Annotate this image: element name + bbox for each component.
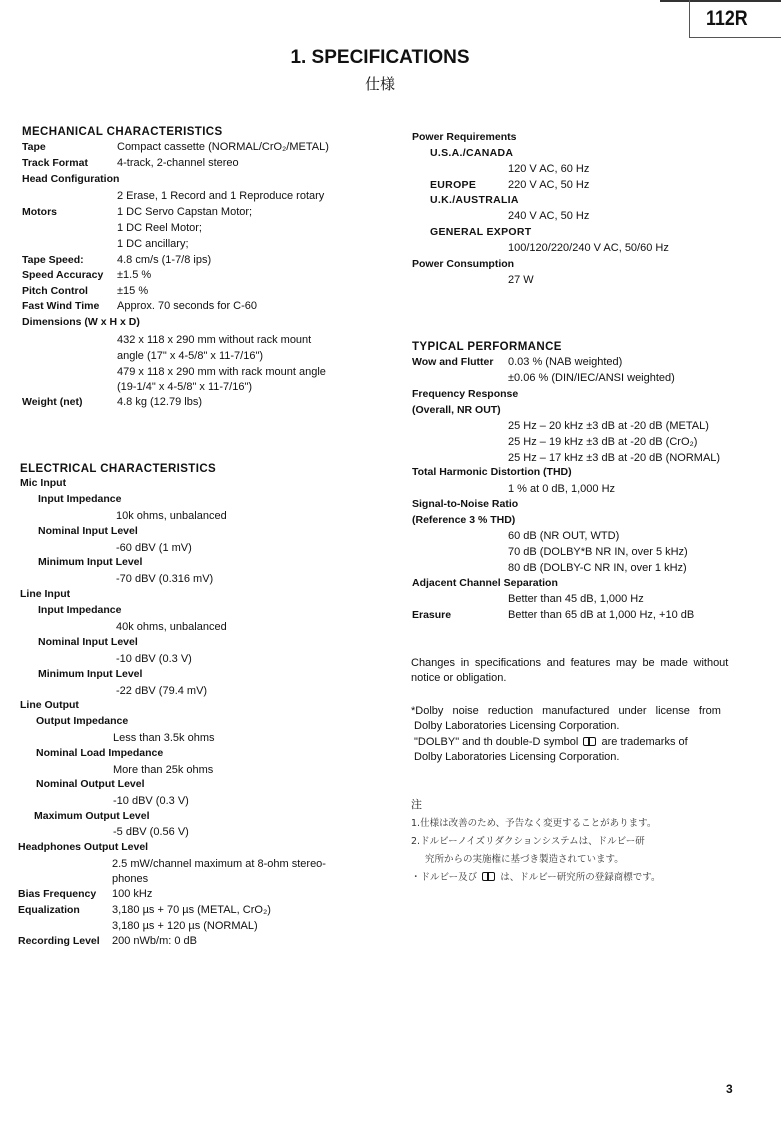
- japanese-line-1: 1.仕様は改善のため、予告なく変更することがあります。: [411, 818, 657, 829]
- motors-label: Motors: [22, 206, 57, 218]
- nominal-output-value: -10 dBV (0.3 V): [113, 795, 189, 807]
- changes-note-1: Changes in specifications and features may be made without: [411, 657, 729, 669]
- dolby-note-1: *Dolby noise reduction manufactured under license from: [411, 705, 721, 717]
- performance-heading: TYPICAL PERFORMANCE: [412, 341, 562, 353]
- line-output-label: Line Output: [20, 699, 79, 711]
- recording-level-value: 200 nWb/m: 0 dB: [112, 935, 197, 947]
- mic-minimum-value: -70 dBV (0.316 mV): [116, 573, 214, 585]
- snr-sub: (Reference 3 % THD): [412, 514, 516, 526]
- export-value: 100/120/220/240 V AC, 50/60 Hz: [508, 242, 669, 254]
- line-minimum-label: Minimum Input Level: [38, 668, 143, 680]
- line-nominal-label: Nominal Input Level: [38, 636, 138, 648]
- recording-level-label: Recording Level: [18, 935, 100, 947]
- europe-value: 220 V AC, 50 Hz: [508, 179, 590, 191]
- equalization-value-1: 3,180 µs + 70 µs (METAL, CrO₂): [112, 904, 271, 916]
- wow-value-2: ±0.06 % (DIN/IEC/ANSI weighted): [508, 372, 675, 384]
- pitch-label: Pitch Control: [22, 285, 88, 297]
- motors-value-2: 1 DC Reel Motor;: [117, 222, 202, 234]
- japanese-line-2: 2.ドルビーノイズリダクションシステムは、ドルビー研: [411, 836, 645, 847]
- usa-label: U.S.A./CANADA: [430, 147, 514, 159]
- load-impedance-value: More than 25k ohms: [113, 764, 214, 776]
- page-subtitle: 仕様: [364, 75, 395, 93]
- mic-impedance-value: 10k ohms, unbalanced: [116, 510, 227, 522]
- mic-nominal-label: Nominal Input Level: [38, 525, 138, 537]
- dimensions-value-2b: (19-1/4" x 4-5/8" x 11-7/16"): [117, 381, 253, 393]
- snr-value-3: 80 dB (DOLBY-C NR IN, over 1 kHz): [508, 562, 687, 574]
- page-number: 3: [726, 1082, 733, 1096]
- power-consumption-label: Power Consumption: [412, 258, 515, 270]
- bias-value: 100 kHz: [112, 888, 153, 900]
- uk-value: 240 V AC, 50 Hz: [508, 210, 590, 222]
- europe-label: EUROPE: [430, 179, 477, 191]
- dolby-note-3: [414, 736, 688, 750]
- erasure-label: Erasure: [412, 609, 452, 621]
- dolby-note-2: Dolby Laboratories Licensing Corporation.: [414, 720, 620, 732]
- line-input-label: Line Input: [20, 588, 71, 600]
- nominal-output-label: Nominal Output Level: [36, 778, 145, 790]
- motors-value-3: 1 DC ancillary;: [117, 238, 189, 250]
- wow-label: Wow and Flutter: [412, 356, 494, 368]
- thd-label: Total Harmonic Distortion (THD): [412, 466, 572, 478]
- maximum-output-label: Maximum Output Level: [34, 810, 150, 822]
- dimensions-value-2a: 479 x 118 x 290 mm with rack mount angle: [117, 366, 326, 378]
- load-impedance-label: Nominal Load Impedance: [36, 747, 164, 759]
- dimensions-label: Dimensions (W x H x D): [22, 316, 140, 328]
- track-value: 4-track, 2-channel stereo: [117, 157, 239, 169]
- snr-value-2: 70 dB (DOLBY*B NR IN, over 5 kHz): [508, 546, 688, 558]
- japanese-heading: 注: [411, 798, 422, 811]
- freq-response-label: Frequency Response: [412, 388, 519, 400]
- mic-minimum-label: Minimum Input Level: [38, 556, 143, 568]
- page-title: 1. SPECIFICATIONS: [290, 47, 470, 68]
- headphones-label: Headphones Output Level: [18, 841, 149, 853]
- speed-value: 4.8 cm/s (1-7/8 ips): [117, 254, 212, 266]
- equalization-label: Equalization: [18, 904, 80, 916]
- adjacent-value: Better than 45 dB, 1,000 Hz: [508, 593, 644, 605]
- dolby-note-4: Dolby Laboratories Licensing Corporation.: [414, 751, 620, 763]
- adjacent-label: Adjacent Channel Separation: [412, 577, 558, 589]
- japanese-line-4b: は、ドルビー研究所の登録商標です。: [500, 872, 661, 883]
- mechanical-heading: MECHANICAL CHARACTERISTICS: [22, 126, 223, 138]
- power-consumption-value: 27 W: [508, 274, 534, 286]
- head-label: Head Configuration: [22, 173, 120, 185]
- output-impedance-value: Less than 3.5k ohms: [113, 732, 215, 744]
- erasure-value: Better than 65 dB at 1,000 Hz, +10 dB: [508, 609, 695, 621]
- snr-value-1: 60 dB (NR OUT, WTD): [508, 530, 620, 542]
- model-number: 112R: [706, 7, 748, 30]
- wind-value: Approx. 70 seconds for C-60: [117, 300, 258, 312]
- changes-note-2: notice or obligation.: [411, 672, 507, 684]
- headphones-value-b: phones: [112, 873, 149, 885]
- mic-input-label: Mic Input: [20, 477, 67, 489]
- tape-value: Compact cassette (NORMAL/CrO₂/METAL): [117, 141, 329, 153]
- accuracy-label: Speed Accuracy: [22, 269, 104, 281]
- double-d-icon: [583, 737, 596, 746]
- dolby-note-3a: "DOLBY" and th double-D symbol: [414, 736, 579, 748]
- wow-value-1: 0.03 % (NAB weighted): [508, 356, 623, 368]
- line-nominal-value: -10 dBV (0.3 V): [116, 653, 192, 665]
- line-impedance-value: 40k ohms, unbalanced: [116, 621, 227, 633]
- dimensions-value-1a: 432 x 118 x 290 mm without rack mount: [117, 334, 312, 346]
- snr-label: Signal-to-Noise Ratio: [412, 498, 519, 510]
- weight-value: 4.8 kg (12.79 lbs): [117, 396, 202, 408]
- weight-label: Weight (net): [22, 396, 83, 408]
- freq-response-sub: (Overall, NR OUT): [412, 404, 501, 416]
- track-label: Track Format: [22, 157, 88, 169]
- export-label: GENERAL EXPORT: [430, 226, 532, 238]
- thd-value: 1 % at 0 dB, 1,000 Hz: [508, 483, 616, 495]
- tape-label: Tape: [22, 141, 46, 153]
- electrical-heading: ELECTRICAL CHARACTERISTICS: [20, 463, 217, 475]
- line-impedance-label: Input Impedance: [38, 604, 122, 616]
- dolby-note-3b: are trademarks of: [601, 736, 688, 748]
- equalization-value-2: 3,180 µs + 120 µs (NORMAL): [112, 920, 258, 932]
- accuracy-value: ±1.5 %: [117, 269, 152, 281]
- speed-label: Tape Speed:: [22, 254, 84, 266]
- double-d-icon-jp: [482, 872, 495, 881]
- mic-impedance-label: Input Impedance: [38, 493, 122, 505]
- freq-value-2: 25 Hz – 19 kHz ±3 dB at -20 dB (CrO₂): [508, 436, 698, 448]
- wind-label: Fast Wind Time: [22, 300, 100, 312]
- japanese-line-4a: ・ドルビー及び: [411, 872, 478, 883]
- power-requirements-label: Power Requirements: [412, 131, 517, 143]
- mic-nominal-value: -60 dBV (1 mV): [116, 542, 192, 554]
- bias-label: Bias Frequency: [18, 888, 97, 900]
- pitch-value: ±15 %: [117, 285, 149, 297]
- motors-value-1: 1 DC Servo Capstan Motor;: [117, 206, 253, 218]
- dimensions-value-1b: angle (17" x 4-5/8" x 11-7/16"): [117, 350, 264, 362]
- output-impedance-label: Output Impedance: [36, 715, 129, 727]
- freq-value-1: 25 Hz – 20 kHz ±3 dB at -20 dB (METAL): [508, 420, 709, 432]
- freq-value-3: 25 Hz – 17 kHz ±3 dB at -20 dB (NORMAL): [508, 452, 721, 464]
- headphones-value-a: 2.5 mW/channel maximum at 8-ohm stereo-: [112, 858, 326, 870]
- japanese-line-4: [411, 872, 661, 884]
- maximum-output-value: -5 dBV (0.56 V): [113, 826, 189, 838]
- line-minimum-value: -22 dBV (79.4 mV): [116, 685, 208, 697]
- usa-value: 120 V AC, 60 Hz: [508, 163, 590, 175]
- japanese-line-3: 究所からの実施権に基づき製造されています。: [425, 854, 624, 865]
- head-value: 2 Erase, 1 Record and 1 Reproduce rotary: [117, 190, 325, 202]
- uk-label: U.K./AUSTRALIA: [430, 194, 519, 206]
